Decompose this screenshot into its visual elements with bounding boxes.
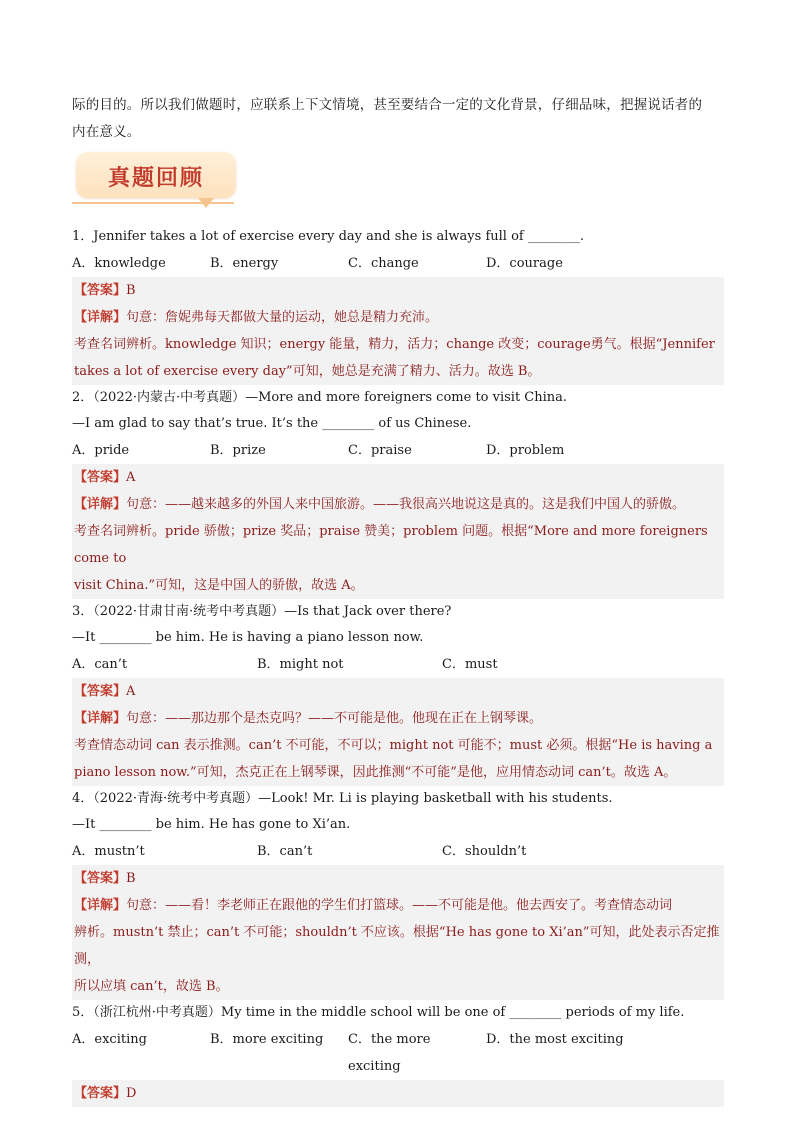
question-stem-line: —It ________ be him. He is having a piano lesson now. [72,630,424,645]
speech-tail-icon [198,198,214,208]
detail-line [74,491,724,518]
options-row [72,838,724,865]
detail-text: 考查名词辨析。knowledge 知识；energy 能量，精力，活力；change 改变；courage勇气。根据“Jennifer [74,337,715,352]
option-item[interactable]: B．prize [210,443,266,458]
detail-line [74,304,724,331]
detail-tag: 【详解】 [74,711,127,726]
question-block [72,224,724,385]
question-block [72,385,724,599]
question-list [72,224,724,1107]
answer-value: A [126,470,136,485]
option-item[interactable]: C．the more exciting [348,1032,431,1074]
answer-box [72,678,724,786]
question-stem-line: 5．（浙江杭州·中考真题）My time in the middle school will be one of ________ periods of my life. [72,1005,685,1020]
answer-row [74,1080,724,1107]
option-item[interactable]: C．praise [348,443,412,458]
answer-row [74,464,724,491]
answer-value: A [126,684,136,699]
options-row [72,1026,724,1080]
option-item[interactable]: C．shouldn’t [442,844,527,859]
answer-value: B [126,283,136,298]
detail-text: 考查情态动词 can 表示推测。can’t 不可能，不可以；might not 可能不；must 必须。根据“He is having a [74,738,713,753]
detail-text: 句意：詹妮弗每天都做大量的运动，她总是精力充沛。 [126,310,439,325]
option-item[interactable]: A．exciting [72,1032,147,1047]
answer-row [74,277,724,304]
option-item[interactable]: A．mustn’t [72,844,145,859]
question-stem-line: —I am glad to say that’s true. It’s the ________ of us Chinese. [72,416,472,431]
option-item[interactable]: D．courage [486,256,563,271]
section-title: 真题回顾 [107,166,204,191]
detail-text: 所以应填 can’t，故选 B。 [74,979,229,994]
option-item[interactable]: B．can’t [257,844,313,859]
option-item[interactable]: D．problem [486,443,565,458]
answer-tag: 【答案】 [74,470,127,485]
question-stem-line: 1．Jennifer takes a lot of exercise every day and she is always full of ________. [72,229,584,244]
detail-line [74,358,724,385]
option-item[interactable]: A．pride [72,443,130,458]
option-item[interactable]: B．might not [257,657,344,672]
option-item[interactable]: A．can’t [72,657,128,672]
detail-text: 句意：——越来越多的外国人来中国旅游。——我很高兴地说这是真的。这是我们中国人的骄傲。 [126,497,686,512]
detail-line [74,572,724,599]
detail-tag: 【详解】 [74,497,127,512]
detail-text: takes a lot of exercise every day”可知，她总是充满了精力、活力。故选 B。 [74,364,541,379]
detail-text: 考查名词辨析。pride 骄傲；prize 奖品；praise 赞美；problem 问题。根据“More and more foreigners come to [74,524,708,566]
answer-row [74,865,724,892]
detail-text: piano lesson now.”可知，杰克正在上钢琴课，因此推测“不可能”是他，应用情态动词 can’t。故选 A。 [74,765,677,780]
detail-tag: 【详解】 [74,898,127,913]
detail-text: 辨析。mustn’t 禁止；can’t 不可能；shouldn’t 不应该。根据“He has gone to Xi’an”可知，此处表示否定推测， [74,925,720,967]
intro-line: 内在意义。 [72,124,141,140]
answer-box [72,464,724,599]
options-row [72,437,724,464]
question-stem-line: —It ________ be him. He has gone to Xi’an. [72,817,351,832]
detail-text: 句意：——看！李老师正在跟他的学生们打篮球。——不可能是他。他去西安了。考查情态动词 [126,898,673,913]
detail-line [74,732,724,759]
option-item[interactable]: B．more exciting [210,1032,324,1047]
answer-tag: 【答案】 [74,1086,127,1101]
option-item[interactable]: D．the most exciting [486,1032,624,1047]
section-badge [72,150,242,220]
options-row [72,250,724,277]
question-block [72,786,724,1000]
options-row [72,651,724,678]
answer-box [72,277,724,385]
detail-line [74,973,724,1000]
answer-value: D [126,1086,137,1101]
intro-line: 际的目的。所以我们做题时，应联系上下文情境，甚至要结合一定的文化背景，仔细品味，把握说话者的 [72,97,703,113]
option-item[interactable]: C．change [348,256,419,271]
answer-row [74,678,724,705]
detail-tag: 【详解】 [74,310,127,325]
answer-tag: 【答案】 [74,684,127,699]
detail-line [74,331,724,358]
detail-text: visit China.”可知，这是中国人的骄傲，故选 A。 [74,578,364,593]
answer-tag: 【答案】 [74,283,127,298]
option-item[interactable]: C．must [442,657,498,672]
detail-line [74,759,724,786]
question-block [72,1000,724,1107]
detail-line [74,518,724,572]
badge-background [76,152,236,198]
detail-line [74,705,724,732]
intro-paragraph [72,92,724,146]
answer-box [72,1080,724,1107]
question-stem-line: 4．（2022·青海·统考中考真题）—Look! Mr. Li is playing basketball with his students. [72,791,613,806]
option-item[interactable]: B．energy [210,256,279,271]
detail-line [74,892,724,919]
option-item[interactable]: A．knowledge [72,256,166,271]
answer-box [72,865,724,1000]
detail-line [74,919,724,973]
answer-value: B [126,871,136,886]
question-stem-line: 2．（2022·内蒙古·中考真题）—More and more foreigners come to visit China. [72,390,568,405]
question-stem-line: 3．（2022·甘肃甘南·统考中考真题）—Is that Jack over there? [72,604,452,619]
answer-tag: 【答案】 [74,871,127,886]
question-block [72,599,724,786]
detail-text: 句意：——那边那个是杰克吗？——不可能是他。他现在正在上钢琴课。 [126,711,543,726]
